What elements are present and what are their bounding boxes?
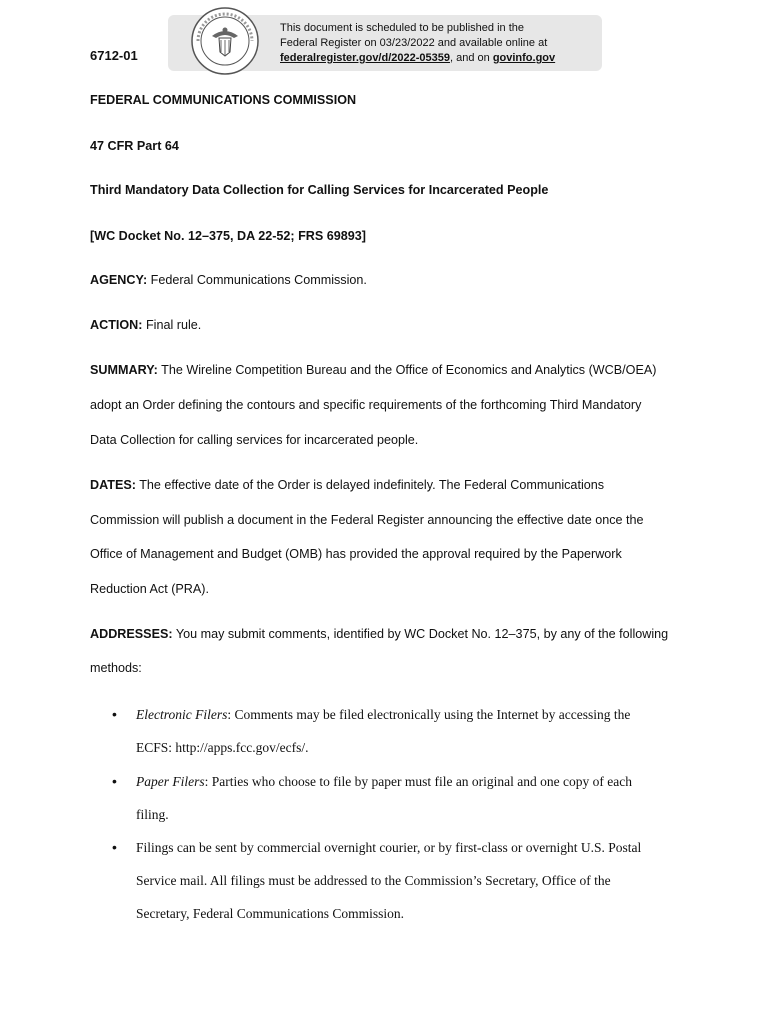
addresses-text: You may submit comments, identified by WC Docket No. 12–375, by any of the following	[172, 627, 669, 641]
dates-text: Reduction Act (PRA).	[90, 582, 209, 596]
document-number: 6712-01	[90, 48, 138, 63]
agency-label: AGENCY:	[90, 273, 148, 287]
dates-text: Office of Management and Budget (OMB) has provided the approval required by the Paperwork	[90, 547, 622, 561]
bullet-lead: Paper Filers	[136, 774, 205, 789]
bullet-lead: Electronic Filers	[136, 707, 228, 722]
bullet-text: filing.	[136, 807, 169, 822]
bullet-text: : Comments may be filed electronically using the Internet by accessing the	[227, 707, 631, 722]
summary-label: SUMMARY:	[90, 363, 158, 377]
docket-number: [WC Docket No. 12–375, DA 22-52; FRS 69893]	[90, 229, 366, 243]
agency-line	[90, 273, 367, 287]
banner-text	[280, 21, 555, 66]
agency-value: Federal Communications Commission.	[147, 273, 367, 287]
dates-label: DATES:	[90, 478, 136, 492]
banner-line: Federal Register on 03/23/2022 and available online at	[280, 37, 548, 49]
action-line	[90, 318, 201, 332]
bullet-dot: •	[112, 773, 117, 789]
banner-connector: , and on	[449, 52, 493, 64]
document-title: Third Mandatory Data Collection for Calling Services for Incarcerated People	[90, 183, 549, 197]
bullet-text: Service mail. All filings must be addressed to the Commission’s Secretary, Office of the	[136, 873, 611, 888]
addresses-text: methods:	[90, 661, 142, 675]
agency-heading: FEDERAL COMMUNICATIONS COMMISSION	[90, 93, 357, 107]
federal-register-seal-icon	[190, 6, 260, 76]
summary-line	[90, 363, 656, 377]
summary-text: adopt an Order defining the contours and specific requirements of the forthcoming Third Mandatory	[90, 398, 642, 412]
list-item	[136, 707, 630, 723]
action-label: ACTION:	[90, 318, 143, 332]
cfr-part: 47 CFR Part 64	[90, 139, 179, 153]
banner-line: This document is scheduled to be published in the	[280, 22, 524, 34]
dates-text: Commission will publish a document in the Federal Register announcing the effective date once the	[90, 513, 644, 527]
bullet-text: Secretary, Federal Communications Commission.	[136, 906, 404, 921]
addresses-label: ADDRESSES:	[90, 627, 173, 641]
federalregister-link[interactable]: federalregister.gov/d/2022-05359	[280, 52, 450, 64]
bullet-dot: •	[112, 839, 117, 855]
govinfo-link[interactable]: govinfo.gov	[492, 52, 556, 64]
publication-banner	[168, 15, 602, 71]
bullet-text: ECFS: http://apps.fcc.gov/ecfs/.	[136, 740, 309, 755]
list-item: Filings can be sent by commercial overnight courier, or by first-class or overnight U.S. Postal	[136, 840, 642, 855]
list-item	[136, 774, 632, 790]
bullet-dot: •	[112, 706, 117, 722]
action-value: Final rule.	[142, 318, 202, 332]
bullet-text: : Parties who choose to file by paper must file an original and one copy of each	[204, 774, 632, 789]
dates-line	[90, 478, 604, 492]
dates-text: The effective date of the Order is delayed indefinitely. The Federal Communications	[135, 478, 605, 492]
summary-text: Data Collection for calling services for incarcerated people.	[90, 433, 419, 447]
summary-text: The Wireline Competition Bureau and the Office of Economics and Analytics (WCB/OEA)	[157, 363, 657, 377]
addresses-line	[90, 627, 668, 641]
